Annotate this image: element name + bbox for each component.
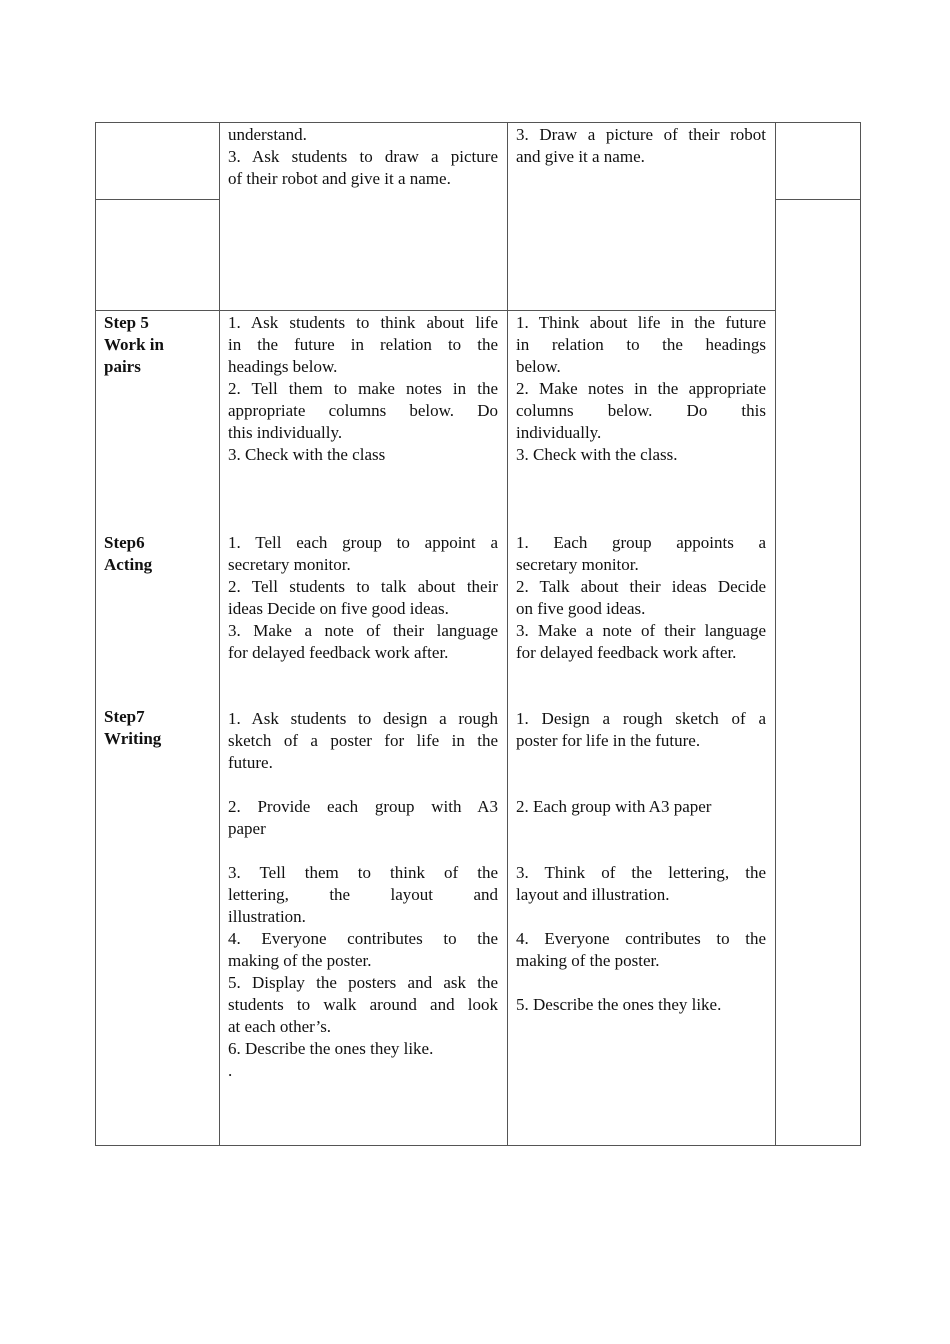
step6-teacher-cell <box>228 532 498 664</box>
text-line: secretary monitor. <box>516 555 639 574</box>
text-line: 3. Tell them to think of the <box>228 863 498 882</box>
text-line: . <box>228 1061 233 1080</box>
step5-student-cell <box>516 312 766 466</box>
text-line: below. <box>516 357 561 376</box>
table-right-border <box>860 122 861 1146</box>
text-line: 1. Design a rough sketch of a <box>516 709 766 728</box>
text-line: future. <box>228 753 273 772</box>
text-line: in relation to the headings <box>516 335 766 354</box>
text-line: secretary monitor. <box>228 555 351 574</box>
text-line: headings below. <box>228 357 338 376</box>
text-line: 4. Everyone contributes to the <box>516 929 766 948</box>
text-line: on five good ideas. <box>516 599 646 618</box>
step5-label <box>104 312 214 378</box>
row-divider-step5 <box>95 310 776 311</box>
text-line: 5. Describe the ones they like. <box>516 995 722 1014</box>
text-line: 2. Each group with A3 paper <box>516 797 712 816</box>
text-line: 2. Tell them to make notes in the <box>228 379 498 398</box>
text-line: understand. <box>228 125 307 144</box>
text-line: 6. Describe the ones they like. <box>228 1039 434 1058</box>
top-row-teacher-cell <box>228 124 498 190</box>
step7-student-cell <box>516 708 766 1016</box>
step6-student-cell <box>516 532 766 664</box>
text-line: 2. Talk about their ideas Decide <box>516 577 766 596</box>
text-line: 4. Everyone contributes to the <box>228 929 498 948</box>
text-line: sketch of a poster for life in the <box>228 731 498 750</box>
text-line: 2. Tell students to talk about their <box>228 577 498 596</box>
text-line: at each other’s. <box>228 1017 332 1036</box>
text-line: in the future in relation to the <box>228 335 498 354</box>
col-divider-3 <box>775 122 776 1146</box>
text-line: 1. Think about life in the future <box>516 313 766 332</box>
text-line: paper <box>228 819 266 838</box>
text-line: 1. Tell each group to appoint a <box>228 533 498 552</box>
text-line: appropriate columns below. Do <box>228 401 498 420</box>
text-line: pairs <box>104 357 141 376</box>
text-line: Step 5 <box>104 313 149 332</box>
table-bottom-border <box>95 1145 861 1146</box>
text-line: 1. Ask students to think about life <box>228 313 498 332</box>
table-left-border <box>95 122 96 1146</box>
text-line: 2. Provide each group with A3 <box>228 797 498 816</box>
text-line: of their robot and give it a name. <box>228 169 451 188</box>
text-line: students to walk around and look <box>228 995 498 1014</box>
top-row-student-cell <box>516 124 766 168</box>
col-divider-1 <box>219 122 220 1146</box>
col-divider-2 <box>507 122 508 1146</box>
step5-teacher-cell <box>228 312 498 466</box>
text-line: and give it a name. <box>516 147 645 166</box>
text-line: 3. Check with the class. <box>516 445 678 464</box>
step7-teacher-cell <box>228 708 498 1082</box>
text-line: for delayed feedback work after. <box>516 643 737 662</box>
text-line: Work in <box>104 335 164 354</box>
text-line: 3. Ask students to draw a picture <box>228 147 498 166</box>
row-divider-left-col <box>95 199 220 200</box>
text-line: Step6 <box>104 533 145 552</box>
text-line: illustration. <box>228 907 306 926</box>
text-line: Step7 <box>104 707 145 726</box>
text-line: 1. Ask students to design a rough <box>228 709 498 728</box>
text-line: 3. Make a note of their language <box>516 621 766 640</box>
text-line: lettering, the layout and <box>228 885 498 904</box>
text-line: 3. Think of the lettering, the <box>516 863 766 882</box>
text-line: columns below. Do this <box>516 401 766 420</box>
text-line: individually. <box>516 423 602 442</box>
step6-label <box>104 532 214 576</box>
text-line: 5. Display the posters and ask the <box>228 973 498 992</box>
text-line: Writing <box>104 729 162 748</box>
text-line: making of the poster. <box>228 951 372 970</box>
text-line: poster for life in the future. <box>516 731 701 750</box>
text-line: 3. Draw a picture of their robot <box>516 125 766 144</box>
text-line: 2. Make notes in the appropriate <box>516 379 766 398</box>
text-line: layout and illustration. <box>516 885 670 904</box>
text-line: ideas Decide on five good ideas. <box>228 599 449 618</box>
text-line: for delayed feedback work after. <box>228 643 449 662</box>
row-divider-right-col <box>775 199 861 200</box>
text-line: 3. Check with the class <box>228 445 386 464</box>
text-line: this individually. <box>228 423 343 442</box>
text-line: 3. Make a note of their language <box>228 621 498 640</box>
table-top-border <box>95 122 861 123</box>
step7-label <box>104 706 214 750</box>
text-line: making of the poster. <box>516 951 660 970</box>
text-line: Acting <box>104 555 153 574</box>
text-line: 1. Each group appoints a <box>516 533 766 552</box>
